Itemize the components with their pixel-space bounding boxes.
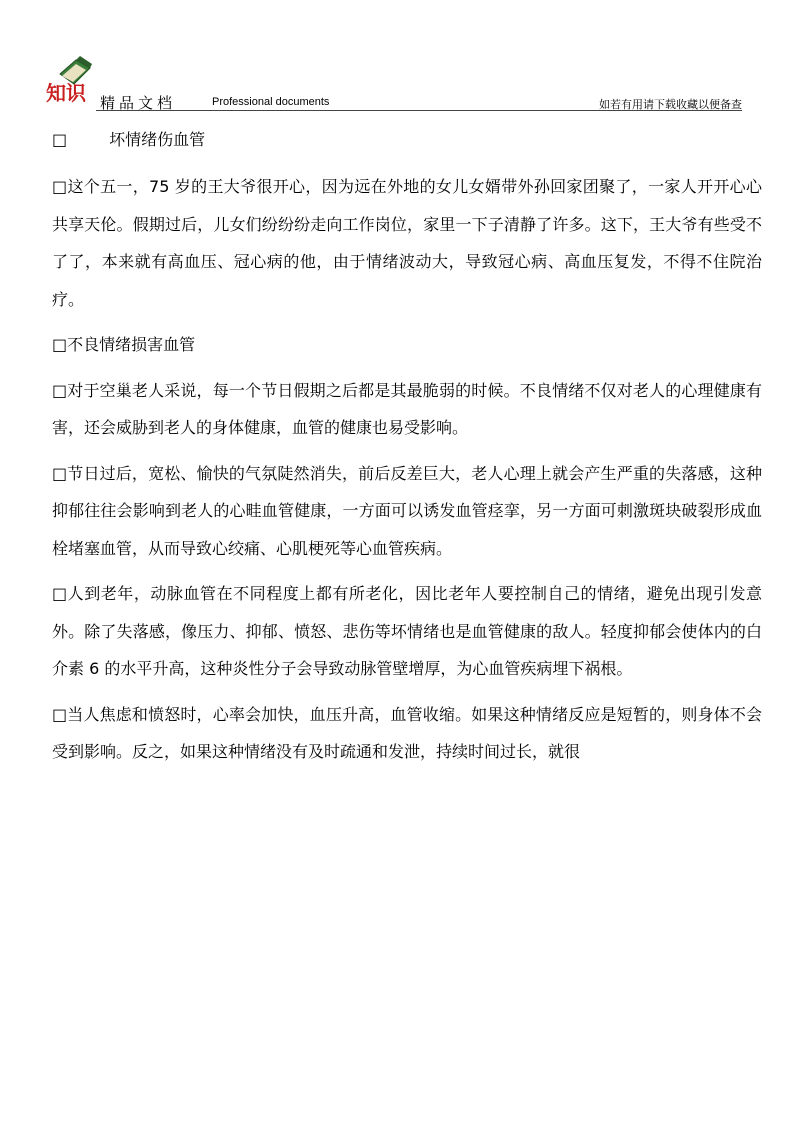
paragraph-text: 节日过后，宽松、愉快的气氛陡然消失，前后反差巨大，老人心理上就会产生严重的失落感，这种抑郁往往会影响到老人的心畦血管健康，一方面可以诱发血管痉挛，另一方面可刺激斑块破裂形成血栓堵塞血管，从而导致心绞痛、心肌梗死等心血管疾病。 xyxy=(52,463,762,558)
paragraph-text: 人到老年，动脉血管在不同程度上都有所老化，因比老年人要控制自己的情绪，避免出现引发意外。除了失落感，像压力、抑郁、愤怒、悲伤等坏情绪也是血管健康的敌人。轻度抑郁会使体内的白介素 6 的水平升高，这种炎性分子会导致动脉管壁增厚，为心血管疾病埋下祸根。 xyxy=(52,584,762,678)
article-title xyxy=(52,124,762,156)
paragraph xyxy=(52,575,762,688)
paragraph xyxy=(52,455,762,568)
checkbox-glyph: □ xyxy=(52,380,68,400)
document-header xyxy=(0,0,794,112)
checkbox-glyph: □ xyxy=(52,130,68,149)
paragraph xyxy=(52,696,762,771)
paragraph-text: 当人焦虑和愤怒时，心率会加快，血压升高，血管收缩。如果这种情绪反应是短暂的，则身体不会受到影响。反之，如果这种情绪没有及时疏通和发泄，持续时间过长，就很 xyxy=(52,704,762,761)
brand-subtitle: Professional documents xyxy=(212,96,330,108)
brand-title: 精品文档 xyxy=(100,94,177,112)
checkbox-glyph: □ xyxy=(52,704,68,724)
download-hint: 如若有用请下载收藏以便备查 xyxy=(599,98,742,111)
paragraph-text: 对于空巢老人采说，每一个节日假期之后都是其最脆弱的时候。不良情绪不仅对老人的心理健康有害，还会威胁到老人的身体健康，血管的健康也易受影响。 xyxy=(52,380,762,437)
checkbox-glyph: □ xyxy=(52,463,68,483)
paragraph-text: 这个五一，75 岁的王大爷很开心，因为远在外地的女儿女婿带外孙回家团聚了，一家人开开心心共享天伦。假期过后，儿女们纷纷纷走向工作岗位，家里一下子清静了许多。这下，王大爷有些受不了了，本来就有高血压、冠心病的他，由于情绪波动大，导致冠心病、高血压复发，不得不住院治疗。 xyxy=(52,177,762,309)
header-divider xyxy=(96,110,742,111)
section-heading xyxy=(52,326,762,364)
paragraph xyxy=(52,372,762,447)
book-logo-icon xyxy=(46,54,98,104)
article-body xyxy=(52,124,762,779)
checkbox-glyph: □ xyxy=(52,177,68,196)
checkbox-glyph: □ xyxy=(52,335,68,354)
paragraph xyxy=(52,168,762,318)
section-heading-text: 不良情绪损害血管 xyxy=(67,335,196,354)
article-title-text: 坏情绪伤血管 xyxy=(109,130,206,149)
checkbox-glyph: □ xyxy=(52,584,68,603)
svg-text:知识: 知识 xyxy=(46,81,86,104)
